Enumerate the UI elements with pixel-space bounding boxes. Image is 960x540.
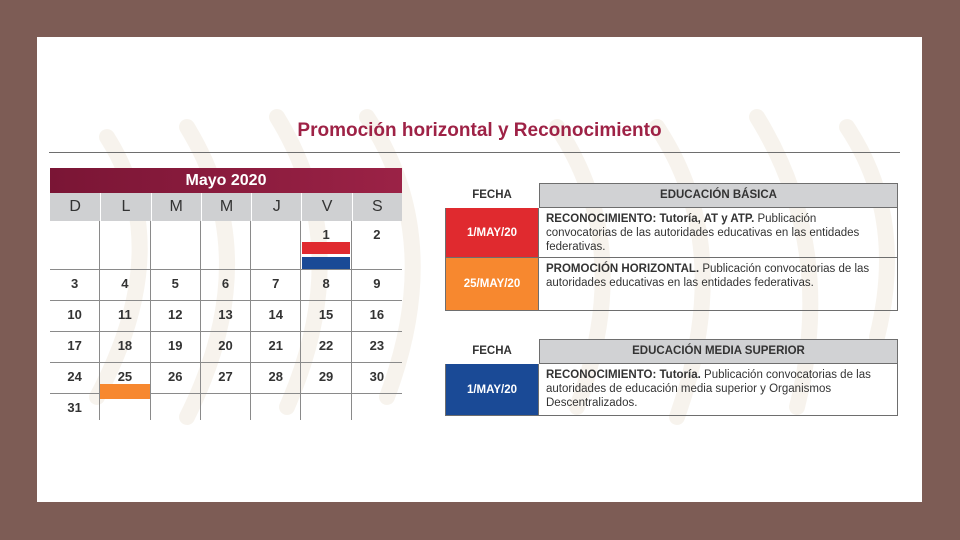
calendar-day-30 [352, 363, 402, 394]
row-bold: RECONOCIMIENTO: Tutoría. [546, 369, 701, 381]
calendar [50, 168, 402, 420]
day-number: 18 [117, 338, 133, 353]
day-number: 8 [322, 276, 330, 291]
calendar-empty-cell [100, 221, 150, 270]
calendar-day-5 [151, 270, 201, 301]
row-date: 25/MAY/20 [446, 258, 539, 310]
weekday: L [100, 193, 150, 221]
row-date: 1/MAY/20 [446, 208, 539, 257]
calendar-day-12 [151, 301, 201, 332]
row-description [539, 364, 897, 415]
day-number: 7 [272, 276, 280, 291]
calendar-day-27 [201, 363, 251, 394]
calendar-day-21 [251, 332, 301, 363]
calendar-day-20 [201, 332, 251, 363]
calendar-day-14 [251, 301, 301, 332]
calendar-empty-cell [151, 394, 201, 420]
day-number: 19 [167, 338, 183, 353]
row-text: Publicación convocatorias de las autoridades educativas en las entidades federativas. [546, 213, 860, 253]
table-row [445, 258, 898, 311]
day-number: 29 [318, 369, 334, 384]
fecha-header: FECHA [472, 189, 512, 201]
table-row [445, 208, 898, 258]
weekday: S [352, 193, 402, 221]
calendar-day-29 [301, 363, 351, 394]
title-divider [49, 152, 900, 153]
day-number: 1 [322, 227, 330, 242]
row-bold: RECONOCIMIENTO: Tutoría, AT y ATP. [546, 213, 755, 225]
day-number: 11 [118, 307, 132, 322]
day-number: 10 [67, 307, 82, 322]
calendar-day-17 [50, 332, 100, 363]
day-number: 4 [121, 276, 129, 291]
page-title: Promoción horizontal y Reconocimiento [297, 120, 662, 141]
row-bold: PROMOCIÓN HORIZONTAL. [546, 263, 700, 275]
table-header: EDUCACIÓN BÁSICA [539, 183, 898, 208]
calendar-empty-cell [50, 221, 100, 270]
calendar-empty-cell [251, 394, 301, 420]
day-number: 5 [171, 276, 179, 291]
row-description [539, 258, 897, 310]
calendar-day-10 [50, 301, 100, 332]
row-description [539, 208, 897, 257]
day-number: 25 [117, 369, 133, 384]
row-text: Publicación convocatorias de las autoridades educativas en las entidades federativas. [546, 263, 870, 289]
calendar-day-2 [352, 221, 402, 270]
calendar-empty-cell [251, 221, 301, 270]
weekday: J [251, 193, 301, 221]
calendar-day-7 [251, 270, 301, 301]
calendar-day-31 [50, 394, 100, 420]
weekday: V [301, 193, 351, 221]
weekday: M [201, 193, 251, 221]
calendar-month: Mayo 2020 [50, 168, 402, 193]
calendar-empty-cell [201, 221, 251, 270]
day-number: 24 [67, 369, 82, 384]
day-number: 9 [373, 276, 381, 291]
day-number: 13 [218, 307, 233, 322]
table-row [445, 364, 898, 416]
row-text: Publicación convocatorias de las autoridades de educación media superior y Organismos Descentralizados. [546, 369, 871, 409]
day-number: 16 [369, 307, 385, 322]
weekday: M [151, 193, 201, 221]
calendar-day-13 [201, 301, 251, 332]
day-number: 26 [167, 369, 183, 384]
table-educacion-media-superior [445, 339, 898, 416]
day-number: 27 [218, 369, 233, 384]
day-number: 6 [221, 276, 230, 291]
calendar-empty-cell [352, 394, 402, 420]
calendar-weekdays [50, 193, 402, 221]
calendar-empty-cell [301, 394, 351, 420]
calendar-day-1 [301, 221, 351, 270]
day-number: 22 [318, 338, 334, 353]
calendar-day-4 [100, 270, 150, 301]
day-number: 17 [67, 338, 82, 353]
weekday: D [69, 198, 81, 215]
calendar-day-25 [100, 363, 150, 394]
slide [37, 37, 922, 502]
event-marker-blue [302, 257, 349, 269]
fecha-header: FECHA [472, 345, 512, 357]
day-number: 3 [71, 276, 79, 291]
calendar-empty-cell [100, 394, 150, 420]
row-date: 1/MAY/20 [446, 364, 539, 415]
table-educacion-basica [445, 183, 898, 311]
table-header: EDUCACIÓN MEDIA SUPERIOR [539, 339, 898, 364]
day-number: 2 [373, 227, 381, 242]
calendar-day-8 [301, 270, 351, 301]
calendar-day-23 [352, 332, 402, 363]
calendar-day-19 [151, 332, 201, 363]
calendar-day-26 [151, 363, 201, 394]
calendar-day-22 [301, 332, 351, 363]
calendar-day-15 [301, 301, 351, 332]
day-number: 15 [318, 307, 334, 322]
day-number: 14 [268, 307, 284, 322]
day-number: 21 [268, 338, 284, 353]
calendar-grid [50, 221, 402, 420]
calendar-day-9 [352, 270, 402, 301]
event-marker-red [302, 242, 349, 254]
calendar-day-16 [352, 301, 402, 332]
day-number: 28 [268, 369, 284, 384]
calendar-day-6 [201, 270, 251, 301]
calendar-day-24 [50, 363, 100, 394]
day-number: 30 [369, 369, 385, 384]
day-number: 23 [369, 338, 385, 353]
day-number: 20 [218, 338, 233, 353]
calendar-day-3 [50, 270, 100, 301]
day-number: 12 [167, 307, 183, 322]
calendar-day-28 [251, 363, 301, 394]
calendar-day-18 [100, 332, 150, 363]
day-number: 31 [67, 400, 82, 415]
calendar-empty-cell [201, 394, 251, 420]
calendar-empty-cell [151, 221, 201, 270]
calendar-day-11 [100, 301, 150, 332]
